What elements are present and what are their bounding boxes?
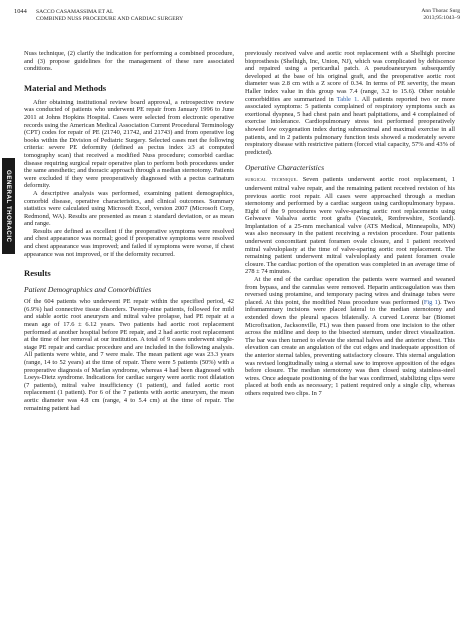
nuss-procedure-paragraph: [245, 276, 455, 398]
methods-paragraph-1: After obtaining institutional review board approval, a retrospective review was conducted of patients who underwent PE repair from January 1996 to June 2011 at Johns Hopkins Hospital. Cases were selected from electronic operative records using the American Medical Association Current Procedural Terminology (CPT) codes for repair of PE (21740, 21742, and 21743) and from operative log books within the Division of Pediatric Surgery. Selected cases met the following criteria: severe PE deformity (defined as pectus index ≥3 at computed tomography scan) that received a modified Nuss procedure; comorbid cardiac disease requiring surgical repair operative plan to perform both procedures under the same anesthetic; and thoracic approach through a median sternotomy. Patients were excluded if they were preoperatively diagnosed with a pectus carinatum deformity.: [24, 98, 234, 190]
results-paragraph-2: [245, 50, 455, 156]
surgical-technique-label: surgical technique.: [245, 177, 298, 184]
nuss-text: At the end of the cardiac operation the patients were warmed and weaned from bypass, and the cannulas were removed. Heparin anticoagulation was then reversed using protamine, and temporary pacing wires and drainage tubes were placed. At this point, the modified Nuss procedure was performed (: [245, 276, 455, 306]
page-number: 1044: [14, 8, 27, 15]
header-left: [14, 8, 183, 23]
methods-paragraph-3: Results are defined as excellent if the preoperative symptoms were resolved and chest appearance was normal; good if preoperative symptoms were resolved and chest appearance was improved; and failed if symptoms were worse, if chest appearance was not improved, or if the deformity recurred.: [24, 227, 234, 258]
surgical-technique-text: Seven patients underwent aortic root replacement, 1 underwent mitral valve repair, and the remaining patient received revision of his previous aortic root repair. All cases were approached through a median sternotomy and performed by a cardiac surgeon using cardiopulmonary bypass. Eight of the 9 procedures were valve-sparing aortic root replacements using Gelweave Valsalva aortic root grafts (Vascutek, Renfrewshire, Scotland). Implantation of a 25-mm mechanical valve (ATS Medical, Minneapolis, MN) was also necessary in the patient receiving a revision procedure. Four patients underwent concomitant patent foramen ovale closure, and 1 patient received mitral valvuloplasty at the time of valve-sparing aortic root replacement. The remaining patient underwent mitral valvuloplasty and patent foramen ovale closure. The cardiac portion of the operation was completed in an average time of 278 ± 74 minutes.: [245, 176, 456, 276]
right-column: [245, 50, 455, 398]
running-title-article: COMBINED NUSS PROCEDURE AND CARDIAC SURGERY: [36, 16, 184, 22]
methods-paragraph-2: A descriptive analysis was performed, examining patient demographics, comorbid disease, operative characteristics, and clinical outcomes. Summary statistics were calculated using Microsoft Excel, version 2007 (Microsoft Corp, Redmond, WA). Results are presented as mean ± standard deviation, or as mean and range.: [24, 189, 234, 228]
journal-name: Ann Thorac Surg: [421, 8, 460, 14]
results-text-cont: . All patients reported two or more associated symptoms: 5 patients complained of respiratory symptoms such as exertional dyspnea, 5 had chest pain and heart palpitations, and 4 complained of exercise intolerance. Cardiopulmonary stress test performed preoperatively showed low oxygenation index during submaximal and maximal exercise in all patients, and in 2 patients pulmonary function tests showed a moderately severe respiratory disease with restrictive pattern (forced vital capacity, 57% and 43% of predicted).: [245, 95, 455, 156]
intro-paragraph: Nuss technique, (2) clarify the indication for performing a combined procedure, and (3) propose guidelines for the management of these rare associated conditions.: [24, 50, 234, 73]
surgical-technique-paragraph: [245, 176, 455, 276]
header-right: [421, 8, 460, 22]
results-paragraph-1: Of the 604 patients who underwent PE repair within the specified period, 42 (6.9%) had connective tissue disorders. Twenty-nine patients, followed for mild and stable aortic root aneurysm and mitral valve prolapse, had PE repair at a mean age of 17.6 ± 6.12 years. Two patients had aortic root replacement performed at another hospital before PE repair, and 2 had aortic root replacement at the time of her removal at our institution. A total of 9 cases underwent single-stage PE repair and cardiac procedure and are included in the following analysis. All patients were white, and 7 were male. The mean patient age was 23.3 years (range, 14 to 52 years) at the time of repair. There were 5 patients (50%) with a preoperative diagnosis of Marfan syndrome, whereas 4 had been diagnosed with Loeys-Dietz syndrome. Indications for cardiac surgery were aortic root dilatation (7 patients), mitral valve insufficiency (1 patient), and failed aortic root replacement (1 patient). For 6 of the 7 patients with aortic aneurysm, the mean aortic diameter was 4.8 cm (range, 4 to 5.4 cm) at the time of repair. The remaining patient had: [24, 298, 234, 412]
heading-patient-demographics: Patient Demographics and Comorbidities: [24, 285, 152, 295]
nuss-text-cont: ). Two inframammary incisions were placed lateral to the median sternotomy and extended down the pleural spaces bilaterally. A curved Lorenz bar (Biomet Microfixation, Jacksonville, FL) was then passed from one incision to the other across the midline and deep to the bisected sternum, under direct visualization. The bar was then turned to elevate the sternal halves and the anterior chest. This elevation can create an angulation of the cut edges and inadequate apposition of the anterior sternal tables, preventing satisfactory closure. This sternal angulation was revised longitudinally using a sternal saw to improve apposition of the edges before closure. The median sternotomy was then closed using stainless-steel wires. Once adequate positioning of the bar was confirmed, stabilizing clips were placed at both ends as necessary; 1 patient required only a single clip, whereas others required two clips. In 7: [245, 298, 455, 397]
running-title-authors: SACCO CASAMASSIMA ET AL: [36, 9, 114, 15]
table-1-link[interactable]: Table 1: [336, 95, 358, 103]
heading-results: Results: [24, 268, 51, 279]
figure-1-link[interactable]: Fig 1: [423, 298, 438, 306]
heading-material-methods: Material and Methods: [24, 82, 107, 93]
results-text: previously received valve and aortic root replacement with a Shelhigh porcine bioprosthesis (Shelhigh, Inc, Union, NJ), which was complicated by dehiscence and repaired using a pericardial patch. A pseudoaneurysm subsequently developed at the base of his original graft, and the preoperative aortic root diameter was 2.8 cm with a Z score of 0.34. In terms of PE severity, the mean Haller index value in this group was 7.4 (range, 3.2 to 15.6). Other notable comorbidities are summarized in: [245, 50, 455, 103]
running-header: [14, 8, 460, 30]
journal-citation: 2013;95:1043–9: [423, 15, 460, 21]
heading-operative-characteristics: Operative Characteristics: [245, 163, 325, 173]
left-column: [24, 50, 234, 412]
section-side-tab: GENERAL THORACIC: [2, 158, 15, 254]
